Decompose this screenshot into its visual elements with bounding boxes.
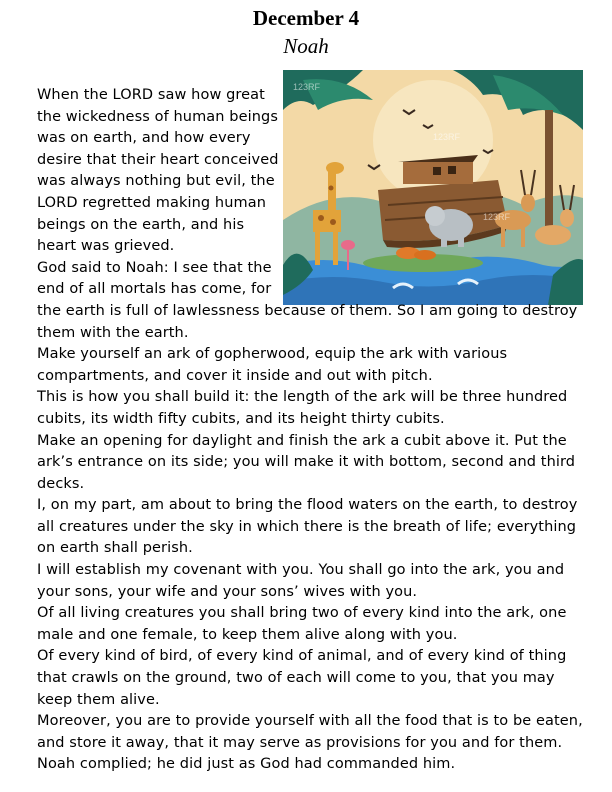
text-line: the wickedness of human beings [37,108,278,125]
text-line: cubits, its width fifty cubits, and its height thirty cubits. [37,410,445,427]
text-line: ark’s entrance on its side; you will make it with bottom, second and third [37,454,576,471]
text-line: This is how you shall build it: the length of the ark will be three hundred [37,389,568,406]
text-line: Make yourself an ark of gopherwood, equip the ark with various [37,346,508,363]
text-line: God said to Noah: I see that the [37,259,272,276]
text-line: and store it away, that it may serve as provisions for you and for them. [37,734,563,751]
page-date: December 4 [252,6,360,30]
text-line: Of all living creatures you shall bring two of every kind into the ark, one [37,605,567,622]
text-line: end of all mortals has come, for [37,281,272,298]
text-line: Make an opening for daylight and finish the ark a cubit above it. Put the [37,432,567,449]
text-line: beings on the earth, and his [37,216,245,233]
text-line: LORD regretted making human [37,194,266,211]
text-line: When the LORD saw how great [37,87,265,103]
text-line: keep them alive. [37,691,160,708]
page-title: Noah [283,34,329,58]
text-line: your sons, your wife and your sons’ wives with you. [37,583,418,600]
text-line: the earth is full of lawlessness because of them. So I am going to destroy [37,302,578,319]
text-line: male and one female, to keep them alive along with you. [37,626,458,643]
text-line: Moreover, you are to provide yourself with all the food that is to be eaten, [37,713,583,730]
text-line: decks. [37,475,85,492]
text-line: I will establish my covenant with you. You shall go into the ark, you and [37,562,565,579]
watermark-text: 123RF [483,212,511,222]
text-line: Noah complied; he did just as God had commanded him. [37,756,456,773]
text-line: was on earth, and how every [37,130,251,147]
text-line: all creatures under the sky in which there is the breath of life; everything [37,518,577,535]
text-line: was always nothing but evil, the [37,173,275,190]
text-line: heart was grieved. [37,238,175,255]
text-line: Of every kind of bird, of every kind of animal, and of every kind of thing [37,648,567,665]
text-line: that crawls on the ground, two of each will come to you, that you may [37,670,555,687]
watermark-text: 123RF [293,82,321,92]
text-line: I, on my part, am about to bring the flood waters on the earth, to destroy [37,497,578,514]
text-line: compartments, and cover it inside and out with pitch. [37,367,433,384]
text-line: on earth shall perish. [37,540,193,557]
watermark-text: 123RF [433,132,461,142]
text-line: desire that their heart conceived [37,151,279,168]
text-line: them with the earth. [37,324,189,341]
scripture-passage [37,85,587,776]
